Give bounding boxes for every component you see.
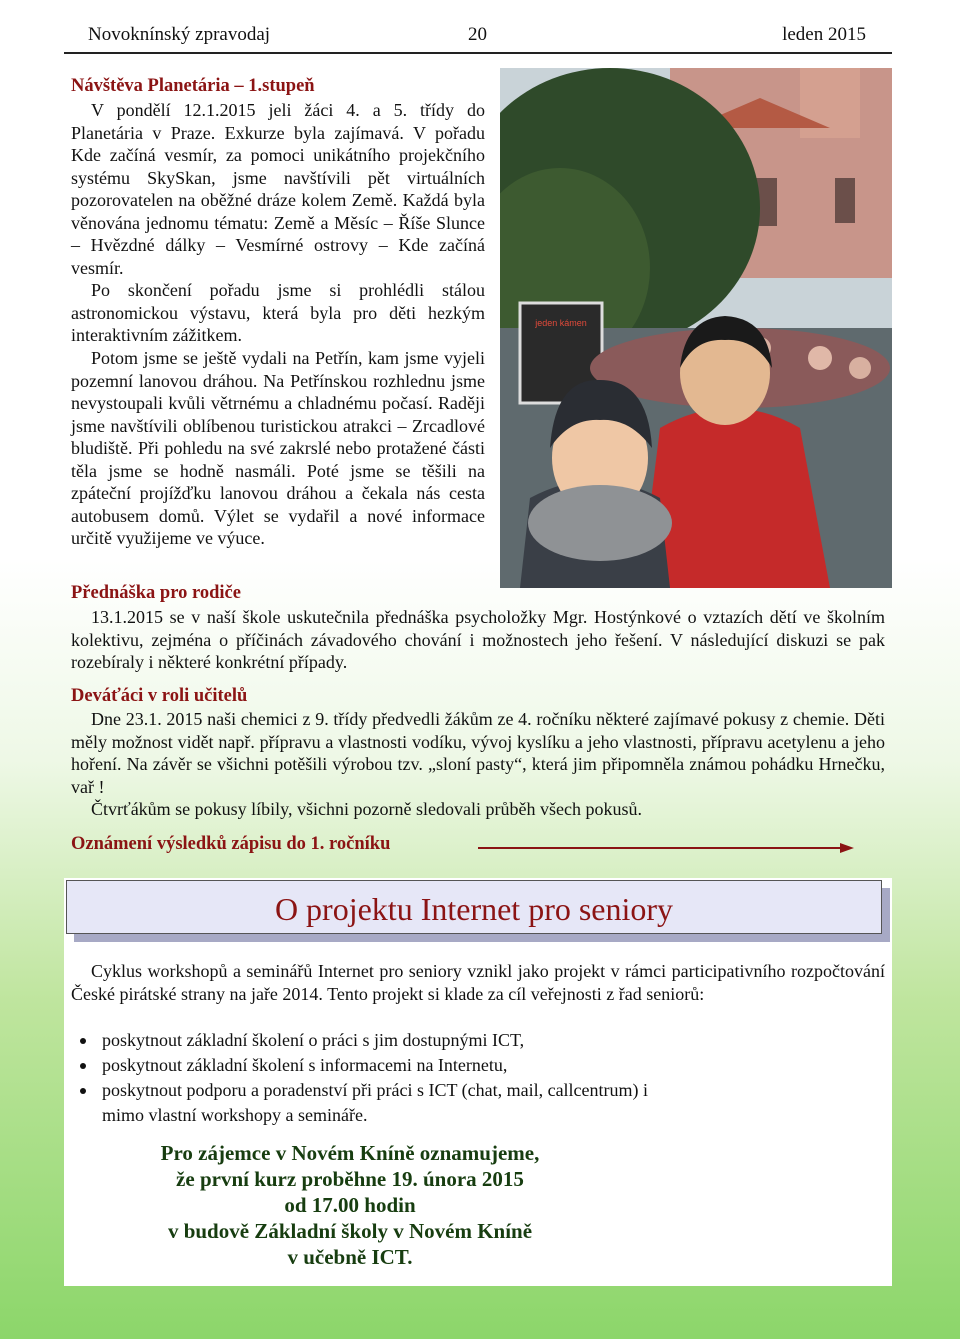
- issue-date: leden 2015: [782, 24, 866, 45]
- project-banner: [66, 880, 882, 934]
- ninth-graders-paragraph-2: Čtvrťákům se pokusy líbily, všichni pozorně sledovali průběh všech pokusů.: [91, 799, 642, 819]
- lecture-title: Přednáška pro rodiče: [71, 583, 241, 603]
- announcement-line: v učebně ICT.: [287, 1245, 413, 1269]
- announcement-line: Pro zájemce v Novém Kníně oznamujeme,: [160, 1141, 540, 1165]
- project-goals-list: [76, 1028, 656, 1128]
- project-goal-item: poskytnout základní školení s informacemi na Internetu,: [76, 1053, 656, 1078]
- enrollment-title: Oznámení výsledků zápisu do 1. ročníku: [71, 834, 391, 854]
- announcement-line: v budově Základní školy v Novém Kníně: [167, 1219, 533, 1243]
- photo-sign-text: jeden kámen: [535, 318, 587, 328]
- announcement-line: od 17.00 hodin: [284, 1193, 416, 1217]
- page-header: [64, 22, 892, 54]
- announcement-line: že první kurz proběhne 19. února 2015: [176, 1167, 524, 1191]
- photo-illustration: [500, 68, 892, 588]
- ninth-graders-title: Deváťáci v roli učitelů: [71, 686, 248, 706]
- planetarium-paragraph-2: Po skončení pořadu jsme si prohlédli stálou astronomickou výstavu, která byla pro děti hezkým interaktivním zážitkem.: [71, 280, 485, 345]
- ninth-graders-paragraph-1: Dne 23.1. 2015 naši chemici z 9. třídy předvedli žákům ze 4. ročníku některé zajímavé pokusy z chemie. Děti měly možnost vidět např. přípravu a vlastnosti vodíku, vývoj kyslíku a jeho vlastnosti, přípravu acetylenu a jeho hoření. Na závěr se všichni potěšili výrobou tzv. „sloní pasty“, která jim připomněla známou pohádku Hrnečku, vař !: [71, 709, 885, 797]
- page-number: 20: [468, 24, 487, 45]
- project-goal-item: poskytnout podporu a poradenství při práci s ICT (chat, mail, callcentrum) i mimo vlastní workshopy a semináře.: [76, 1078, 656, 1128]
- project-goal-item: poskytnout základní školení o práci s jim dostupnými ICT,: [76, 1028, 656, 1053]
- arrow-right-icon: [478, 840, 858, 856]
- project-banner-title: O projektu Internet pro seniory: [274, 891, 674, 927]
- planetarium-paragraph-3: Potom jsme se ještě vydali na Petřín, kam jsme vyjeli pozemní lanovou dráhou. Na Petřínskou rozhlednu jsme nevystoupali kvůli větrnému a chladnému počasí. Raději jsme navštívili oblíbenou turistickou atrakci – Zrcadlové bludiště. Při pohledu na své zakrslé nebo protažené části těla jsme se hodně nasmáli. Poté jsme se těšili na zpáteční projížďku lanovou dráhou a čekala nás cesta autobusem domů. Výlet se vydařil a nové informace určitě využijeme ve výuce.: [71, 348, 485, 548]
- planetarium-paragraph-1: V pondělí 12.1.2015 jeli žáci 4. a 5. třídy do Planetária v Praze. Exkurze byla zajímavá. V pořadu Kde začíná vesmír, za pomoci unikátního projekčního systému SkySkan, jsme navštívili pět virtuálních pozorovatelen na oběžné dráze kolem Země. Každá byla věnována jednomu tématu: Země a Měsíc – Říše Slunce – Hvězdné dálky – Vesmírné ostrovy – Kde začíná vesmír.: [71, 100, 485, 278]
- lecture-text: 13.1.2015 se v naší škole uskutečnila přednáška psycholožky Mgr. Hostýnkové o vztazích dětí ve školním kolektivu, zejména o příčinách závadového chování i možnostech jeho řešení. V následující diskuzi se pak rozebíraly i některé konkrétní případy.: [71, 607, 885, 672]
- project-intro: Cyklus workshopů a seminářů Internet pro seniory vznikl jako projekt v rámci participativního rozpočtování České pirátské strany na jaře 2014. Tento projekt si klade za cíl veřejnosti z řad seniorů:: [71, 961, 885, 1004]
- planetarium-title: Návštěva Planetária – 1.stupeň: [71, 76, 315, 96]
- planetarium-photo: [500, 68, 892, 588]
- course-announcement: [100, 1140, 600, 1270]
- newsletter-name: Novoknínský zpravodaj: [88, 24, 271, 45]
